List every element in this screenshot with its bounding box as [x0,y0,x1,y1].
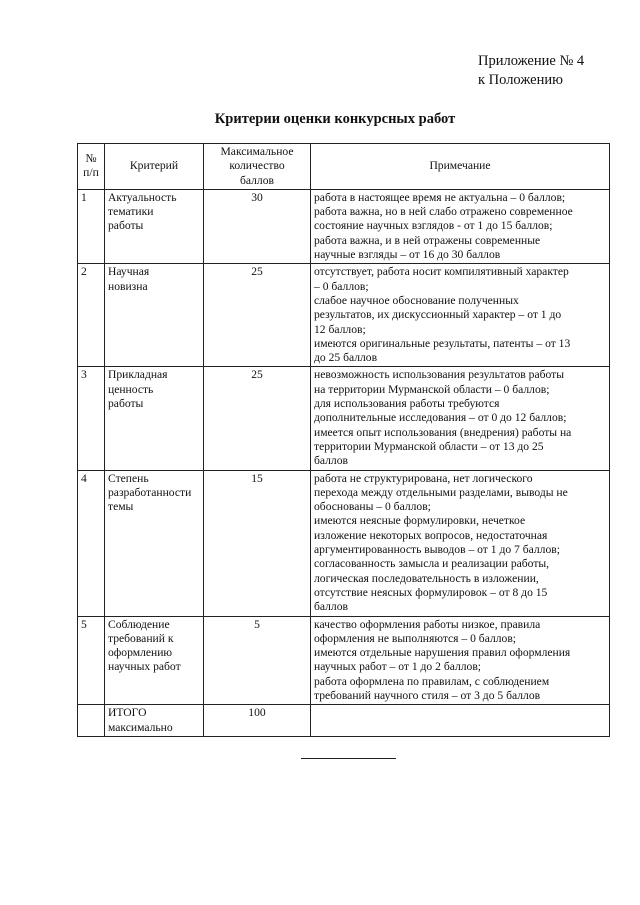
row-max-score: 25 [204,264,311,367]
table-total-row [78,705,610,737]
row-number: 4 [78,470,105,616]
table-row [78,616,610,705]
row-number [78,705,105,737]
row-criterion: Прикладная ценность работы [105,367,204,470]
row-number: 5 [78,616,105,705]
annex-reference: к Положению [478,72,563,88]
row-max-score: 30 [204,189,311,263]
row-note: невозможность использования результатов работы на территории Мурманской области – 0 баллов; для использования работы требуются дополнительные исследования – от 0 до 12 баллов; имеется опыт использования (внедрения) работы на территории Мурманской области – от 13 до 25 баллов [311,367,610,470]
row-note: работа в настоящее время не актуальна – 0 баллов; работа важна, но в ней слабо отражено современное состояние научных взглядов - от 1 до 15 баллов; работа важна, и в ней отражены современные научные взгляды – от 16 до 30 баллов [311,189,610,263]
row-note: работа не структурирована, нет логического перехода между отдельными разделами, выводы не обоснованы – 0 баллов; имеются неясные формулировки, нечеткое изложение некоторых вопросов, недостаточная аргументированность выводов – от 1 до 7 баллов; согласованность замысла и реализации работы, логическая последовательность в изложении, отсутствие неясных формулировок – от 8 до 15 баллов [311,470,610,616]
row-criterion: ИТОГО максимально [105,705,204,737]
row-note: отсутствует, работа носит компилятивный характер – 0 баллов; слабое научное обоснование полученных результатов, их дискуссионный характер – от 1 до 12 баллов; имеются оригинальные результаты, патенты – от 13 до 25 баллов [311,264,610,367]
row-max-score: 100 [204,705,311,737]
header-max-score: Максимальное количество баллов [204,144,311,190]
table-row [78,189,610,263]
table-row [78,470,610,616]
table-row [78,367,610,470]
row-number: 2 [78,264,105,367]
row-number: 1 [78,189,105,263]
annex-number: Приложение № 4 [478,53,585,69]
row-note: качество оформления работы низкое, правила оформления не выполняются – 0 баллов; имеются отдельные нарушения правил оформления научных работ – от 1 до 2 баллов; работа оформлена по правилам, с соблюдением требований научного стиля – от 3 до 5 баллов [311,616,610,705]
row-criterion: Степень разработанности темы [105,470,204,616]
document-title: Критерии оценки конкурсных работ [214,111,456,127]
row-criterion: Актуальность тематики работы [105,189,204,263]
row-criterion: Научная новизна [105,264,204,367]
table-header-row [78,144,610,190]
header-criterion: Критерий [105,144,204,190]
row-note [311,705,610,737]
row-criterion: Соблюдение требований к оформлению научных работ [105,616,204,705]
row-max-score: 5 [204,616,311,705]
row-max-score: 25 [204,367,311,470]
row-number: 3 [78,367,105,470]
header-note: Примечание [311,144,610,190]
header-number: № п/п [78,144,105,190]
closing-rule-line [301,758,396,759]
row-max-score: 15 [204,470,311,616]
annex-label [478,52,584,90]
table-row [78,264,610,367]
criteria-table [77,143,610,737]
